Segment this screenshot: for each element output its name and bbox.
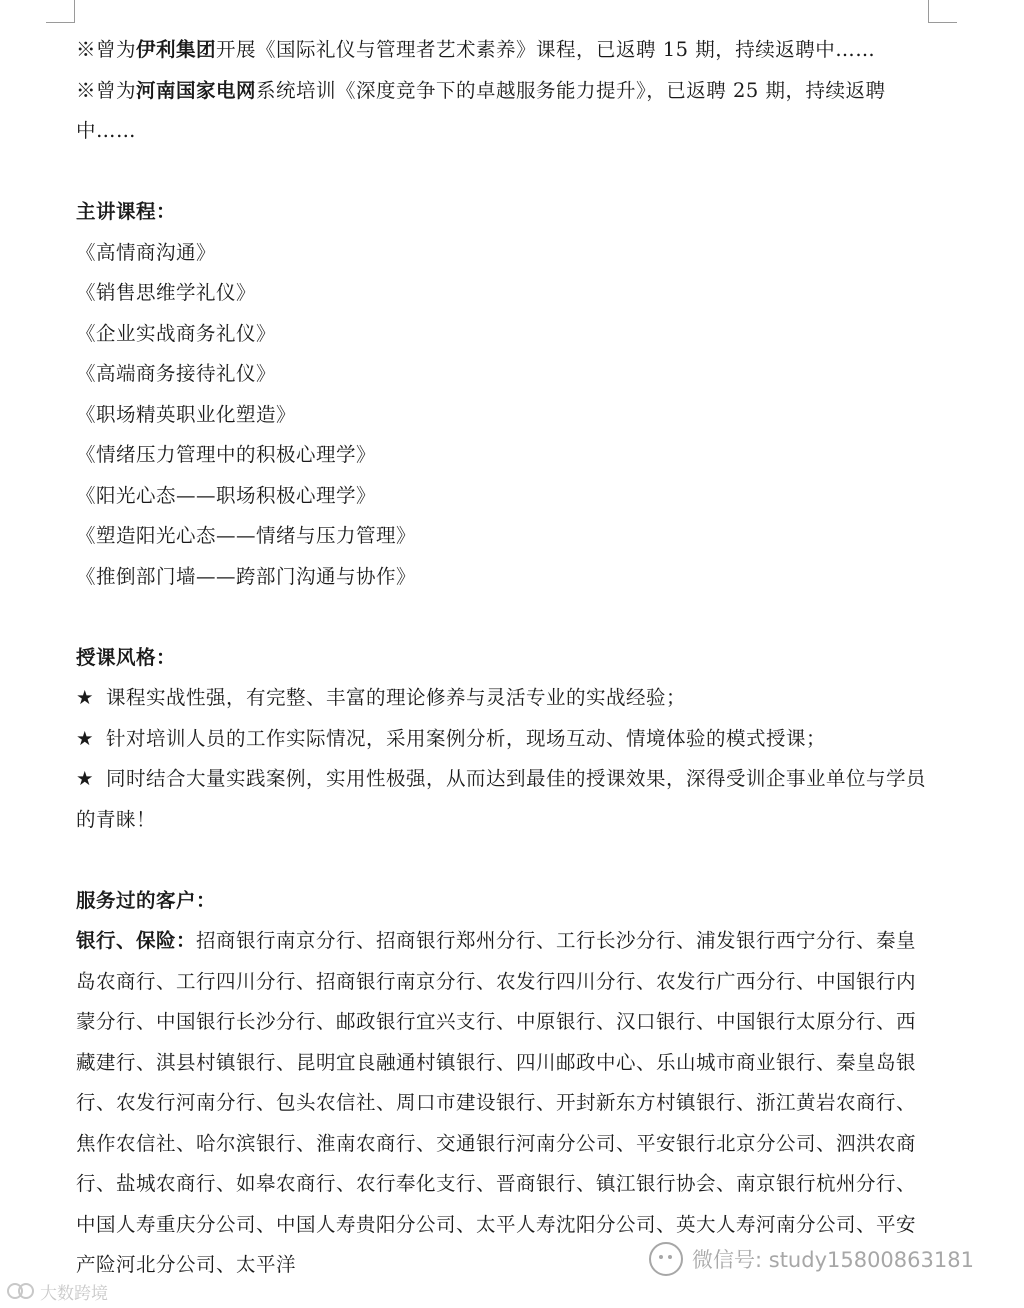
- star-icon: ★: [76, 686, 94, 709]
- clients-paragraph: 银行、保险：招商银行南京分行、招商银行郑州分行、工行长沙分行、浦发银行西宁分行、秦皇岛农商行、工行四川分行、招商银行南京分行、农发行四川分行、农发行广西分行、中国银行内蒙分行、中国银行长沙分行、邮政银行宜兴支行、中原银行、汉口银行、中国银行太原分行、西藏建行、淇县村镇银行、昆明宜良融通村镇银行、四川邮政中心、乐山城市商业银行、秦皇岛银行、农发行河南分行、包头农信社、周口市建设银行、开封新东方村镇银行、浙江黄岩农商行、焦作农信社、哈尔滨银行、淮南农商行、交通银行河南分公司、平安银行北京分公司、泗洪农商行、盐城农商行、如皋农商行、农行奉化支行、晋商银行、镇江银行协会、南京银行杭州分行、中国人寿重庆分公司、中国人寿贵阳分公司、太平人寿沈阳分公司、英大人寿河南分公司、平安产险河北分公司、太平洋: [76, 929, 917, 1276]
- course-item: 《高端商务接待礼仪》: [76, 362, 277, 385]
- brand-logo-icon: [6, 1281, 36, 1301]
- intro-line-1: ※曾为伊利集团开展《国际礼仪与管理者艺术素养》课程，已返聘 15 期，持续返聘中……: [76, 38, 876, 61]
- crop-mark-top-left: [46, 0, 75, 23]
- style-heading: 授课风格：: [76, 645, 177, 669]
- brand-watermark: [6, 1278, 108, 1304]
- course-item: 《情绪压力管理中的积极心理学》: [76, 443, 377, 466]
- clients-heading: 服务过的客户：: [76, 888, 217, 912]
- star-icon: ★: [76, 726, 94, 750]
- course-item: 《销售思维学礼仪》: [76, 281, 257, 304]
- course-item: 《推倒部门墙——跨部门沟通与协作》: [76, 564, 417, 588]
- course-item: 《企业实战商务礼仪》: [76, 321, 277, 345]
- document-body: [76, 30, 928, 1286]
- wechat-id-text: 微信号: study15800863181: [692, 1248, 974, 1272]
- wechat-watermark: [648, 1238, 974, 1280]
- courses-heading: 主讲课程：: [76, 200, 177, 223]
- style-item: ★ 课程实战性强，有完整、丰富的理论修养与灵活专业的实战经验；: [76, 678, 928, 719]
- brand-text: 大数跨境: [40, 1283, 108, 1304]
- course-item: 《职场精英职业化塑造》: [76, 402, 297, 426]
- course-item: 《高情商沟通》: [76, 240, 217, 264]
- style-item: ★ 同时结合大量实践案例，实用性极强，从而达到最佳的授课效果，深得受训企事业单位与学员的青睐！: [76, 767, 926, 831]
- star-icon: ★: [76, 767, 94, 790]
- company-name: 河南国家电网: [136, 78, 257, 102]
- company-name: 伊利集团: [136, 38, 217, 61]
- wechat-icon: [648, 1241, 684, 1277]
- course-item: 《阳光心态——职场积极心理学》: [76, 483, 377, 507]
- course-item: 《塑造阳光心态——情绪与压力管理》: [76, 524, 417, 547]
- crop-mark-top-right: [928, 0, 957, 23]
- intro-line-2: ※曾为河南国家电网系统培训《深度竞争下的卓越服务能力提升》，已返聘 25 期，持续返聘中……: [76, 78, 886, 142]
- client-category: 银行、保险：: [76, 929, 197, 952]
- style-item: ★ 针对培训人员的工作实际情况，采用案例分析，现场互动、情境体验的模式授课；: [76, 719, 928, 760]
